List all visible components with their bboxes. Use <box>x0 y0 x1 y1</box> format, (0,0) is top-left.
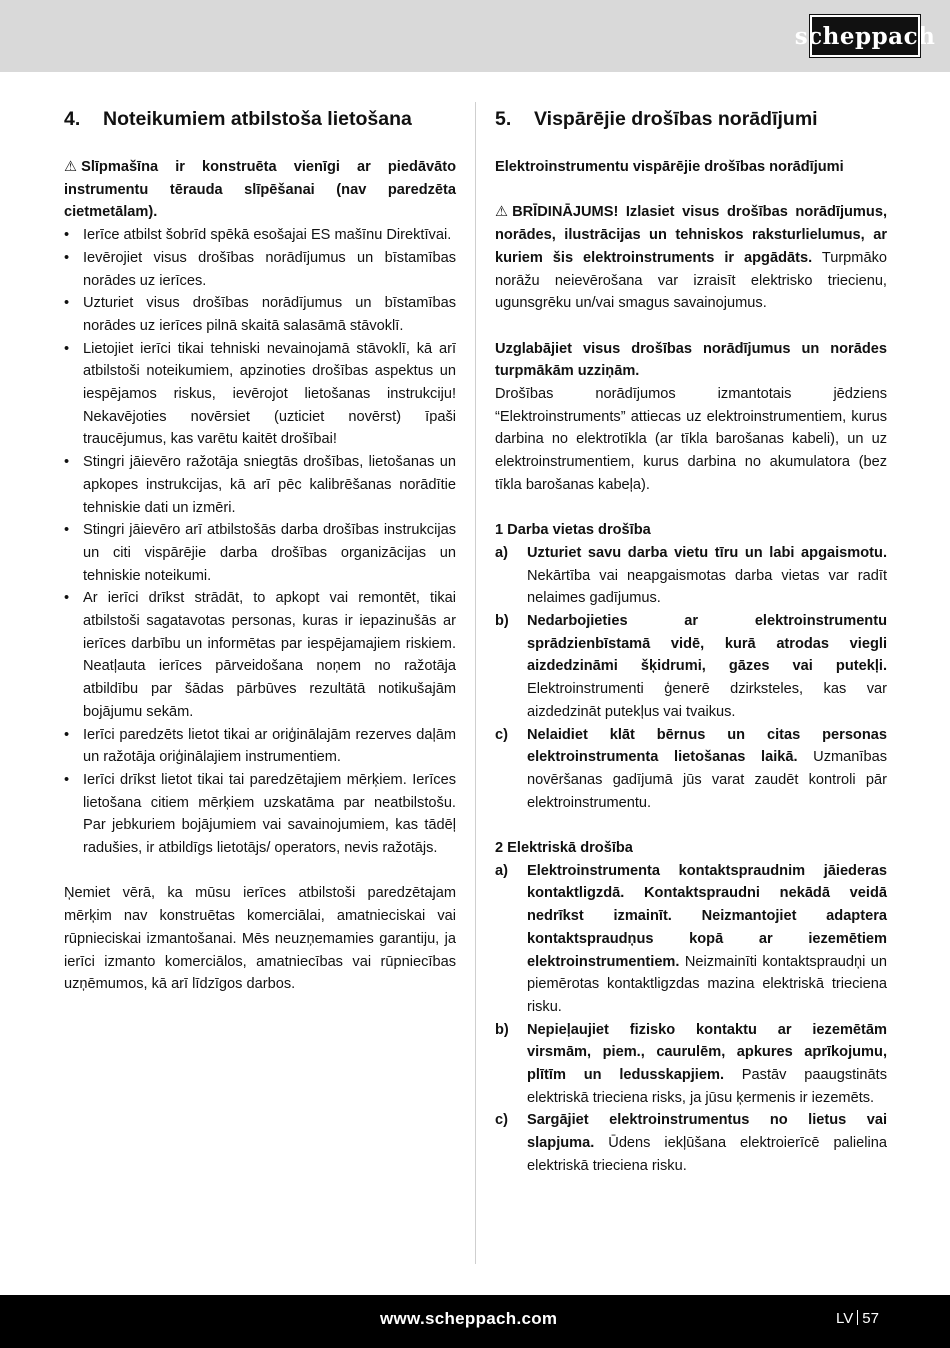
page-indicator <box>836 1310 879 1327</box>
list-item: • Ar ierīci drīkst strādāt, to apkopt vai remontēt, tikai atbilstoši sagatavotas personas, kuras ir iepazinušās ar ierīces darbību un informētas par iespējamajiem riskiem. Neatļauta ierīces pārveidošana noņem no ražotāja atbildību par šādas pārbūves rezultātā notikušajām bojājumu sekām. <box>64 587 456 723</box>
right-column <box>495 106 887 1178</box>
warning-text: Turpmāko norāžu neievērošana var izraisīt elektrisko triecienu, ugunsgrēku un/vai smagus savainojumus. <box>495 249 887 312</box>
website-link[interactable]: www.scheppach.com <box>380 1309 558 1328</box>
list-item <box>495 610 887 724</box>
list-item <box>495 860 887 1019</box>
warning-triangle-icon: ⚠ <box>64 159 78 175</box>
item-label: a) <box>495 544 508 561</box>
item-bold: Elektroinstrumenta kontaktspraudnim jāiederas kontaktligzdā. Kontaktspraudni nekādā veidā nedrīkst izmainīt. Neizmantojiet adaptera kontaktspraudņus kopā ar iezemētiem elektroinstrumentiem. <box>527 862 887 970</box>
list-item: • Ievērojiet visus drošības norādījumus un bīstamības norādes uz ierīces. <box>64 247 456 292</box>
heading-number: 5. <box>495 108 512 130</box>
warning-bold: BRĪDINĀJUMS! Izlasiet visus drošības norādījumus, norādes, ilustrācijas un tehniskos raksturlielumus, ar kuriem šis elektroinstruments ir apgādāts. <box>495 204 887 266</box>
heading-number: 4. <box>64 108 81 130</box>
list-item: • Stingri jāievēro arī atbilstošās darba drošības instrukcijas un citi vispārējie darba drošības organizācijas un tehniskie noteikumi. <box>64 519 456 587</box>
item-text: Elektroinstrumenti ģenerē dzirksteles, kas var aizdedzināt putekļus vai tvaikus. <box>527 681 887 720</box>
intro-text: Slīpmašīna ir konstruēta vienīgi ar piedāvāto instrumentu tērauda slīpēšanai (nav paredzēta cietmetālam). <box>64 159 456 221</box>
language-code: LV <box>836 1310 854 1327</box>
item-label: b) <box>495 1021 509 1038</box>
item-text: Neizmainīti kontaktspraudņi un piemērotas kontaktligzdas mazina elektriskā trieciena risku. <box>527 953 887 1015</box>
list-item <box>495 542 887 610</box>
footer-bar <box>0 1295 950 1348</box>
section-subtitle: Elektroinstrumentu vispārējie drošības norādījumi <box>495 159 844 175</box>
item-label: c) <box>495 726 508 743</box>
item-bold: Uzturiet savu darba vietu tīru un labi apgaismotu. <box>527 544 887 561</box>
warning-triangle-icon: ⚠ <box>495 204 509 221</box>
list-item: • Stingri jāievēro ražotāja sniegtās drošības, lietošanas un apkopes instrukcijas, kā arī pēc kalibrēšanas norādītie tehniskie dati un izmēri. <box>64 451 456 519</box>
list-item <box>495 1019 887 1110</box>
keep-instructions-heading: Uzglabājiet visus drošības norādījumus un norādes turpmākām uzziņām. <box>495 340 887 380</box>
left-column <box>64 106 456 996</box>
item-bold: Nepieļaujiet fizisko kontaktu ar iezemētām virsmām, piem., caurulēm, apkures aprīkojumu, plītīm un ledusskapjiem. <box>527 1021 887 1084</box>
item-bold: Nelaidiet klāt bērnus un citas personas elektroinstrumenta lietošanas laikā. <box>527 726 887 766</box>
heading-title: Noteikumiem atbilstoša lietošana <box>103 108 412 130</box>
column-divider <box>475 102 476 1264</box>
electrical-safety-list <box>495 860 887 1178</box>
page-separator <box>857 1310 858 1325</box>
item-label: c) <box>495 1112 508 1129</box>
item-label: a) <box>495 862 508 879</box>
list-item: • Lietojiet ierīci tikai tehniski nevainojamā stāvoklī, kā arī atbilstoši noteikumiem, apzinoties drošības aspektus un iespējamos riskus, ievērojot lietošanas instrukciju! Nekavējoties novērsiet (uzticiet novērst) īpaši traucējumus, kas varētu kaitēt drošībai! <box>64 338 456 452</box>
electrical-safety-title: 2 Elektriskā drošība <box>495 840 633 857</box>
general-warning <box>495 201 887 315</box>
header-band <box>0 0 950 72</box>
item-bold: Nedarbojieties ar elektroinstrumentu sprādzienbīstamā vidē, kurā atrodas viegli aizdedzināmi šķidrumi, gāzes vai putekļi. <box>527 613 887 675</box>
item-text: Pastāv paaugstināts elektriskā trieciena risks, ja jūsu ķermenis ir iezemēts. <box>527 1067 887 1106</box>
workplace-safety-list <box>495 542 887 814</box>
section-5-heading <box>495 106 887 132</box>
intended-use-intro <box>64 156 456 224</box>
item-text: Ūdens iekļūšana elektroierīcē palielina elektriskā trieciena risku. <box>527 1135 887 1174</box>
item-label: b) <box>495 613 509 630</box>
keep-instructions-text: Drošības norādījumos izmantotais jēdziens “Elektroinstruments” attiecas uz elektroinstrumentiem, kurus darbina no elektrotīkla (ar tīkla barošanas kabeli), un uz elektroinstrumentiem, kurus darbina no akumulatora (bez tīkla barošanas kabeļa). <box>495 386 887 493</box>
brand-logo: scheppach <box>810 15 920 57</box>
commercial-use-note: Ņemiet vērā, ka mūsu ierīces atbilstoši paredzētajam mērķim nav konstruētas komerciālai, amatnieciskai vai rūpnieciskai izmantošanai. Mēs neuzņemamies garantiju, ja ierīci izmanto komerciālos, amatniecības vai rūpniecības uzņēmumos, kā arī līdzīgos darbos. <box>64 885 456 993</box>
section-4-heading <box>64 106 456 132</box>
item-text: Uzmanības novēršanas gadījumā jūs varat zaudēt kontroli pār elektroinstrumentu. <box>527 749 887 811</box>
list-item <box>495 724 887 815</box>
list-item: • Ierīce atbilst šobrīd spēkā esošajai ES mašīnu Direktīvai. <box>64 224 456 247</box>
heading-title: Vispārējie drošības norādījumi <box>534 108 818 130</box>
intended-use-list <box>64 224 456 860</box>
list-item: • Ierīci paredzēts lietot tikai ar oriģinālajām rezerves daļām un ražotāja oriģinālajiem instrumentiem. <box>64 724 456 769</box>
workplace-safety-title: 1 Darba vietas drošība <box>495 522 651 539</box>
item-text: Nekārtība vai neapgaismotas darba vietas var radīt nelaimes gadījumus. <box>527 567 887 607</box>
page-number: 57 <box>862 1310 879 1327</box>
item-bold: Sargājiet elektroinstrumentus no lietus vai slapjuma. <box>527 1112 887 1152</box>
list-item <box>495 1109 887 1177</box>
list-item: • Uzturiet visus drošības norādījumus un bīstamības norādes uz ierīces pilnā skaitā salasāmā stāvoklī. <box>64 292 456 337</box>
list-item: • Ierīci drīkst lietot tikai tai paredzētajiem mērķiem. Ierīces lietošana citiem mērķiem uzskatāma par neatbilstošu. Par jebkuriem bojājumiem vai savainojumiem, kas tādēļ radušies, ir atbildīgs lietotājs/ operators, nevis ražotājs. <box>64 769 456 860</box>
